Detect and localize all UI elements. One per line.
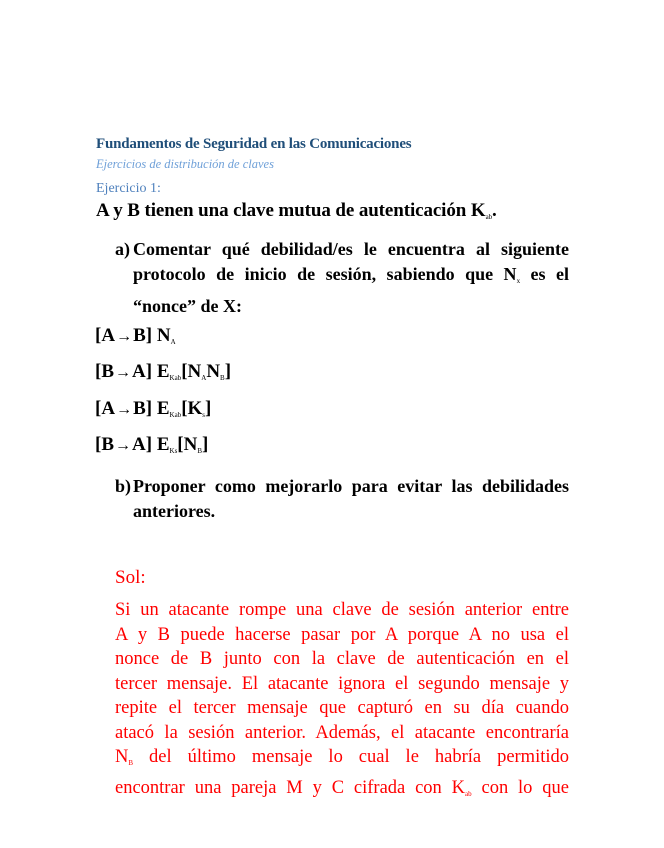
protocol-step-3: [A→B] $E_{Kab}[K_s]$ xyxy=(95,398,212,419)
solution-line-7-sub: B xyxy=(128,759,134,767)
step-3-from: A xyxy=(101,398,116,419)
step-4-msg: E xyxy=(156,434,170,455)
solution-line-4: tercer mensaje. El atacante ignora el segundo mensaje y xyxy=(115,673,569,694)
solution-line-7 xyxy=(115,745,569,776)
step-4-msg-sub: Ks xyxy=(169,447,178,455)
step-4-to: A xyxy=(132,434,146,455)
question-a-subscript: x xyxy=(516,277,521,285)
step-1-msg: N xyxy=(156,325,171,346)
step-2-from: B xyxy=(101,361,115,382)
solution-label: Sol: xyxy=(115,567,146,588)
statement-text: A y B tienen una clave mutua de autenticación K xyxy=(96,200,486,221)
question-a xyxy=(115,237,569,319)
arrow-icon: → xyxy=(115,364,132,381)
step-4-payload: [N xyxy=(177,434,198,455)
document-header-subtitle: Ejercicios de distribución de claves xyxy=(96,157,274,171)
exercise-label: Ejercicio 1: xyxy=(96,181,161,196)
solution-text xyxy=(115,598,569,806)
exercise-statement xyxy=(96,200,497,222)
step-4-payload-end: ] xyxy=(202,434,209,455)
protocol-step-1: [A→B] $N_A$ xyxy=(95,325,176,346)
solution-line-8 xyxy=(115,776,569,807)
solution-line-6: atacó la sesión anterior. Además, el atacante encontraría xyxy=(115,722,569,743)
step-2-msg-sub: Kab xyxy=(169,374,182,382)
step-2-payload: [N xyxy=(181,361,202,382)
question-a-text-part2: es el “nonce” de X: xyxy=(133,264,570,316)
document-header-title: Fundamentos de Seguridad en las Comunicaciones xyxy=(96,136,412,152)
step-3-msg: E xyxy=(156,398,170,419)
step-4-from: B xyxy=(101,434,115,455)
solution-line-8-end: con lo que xyxy=(471,777,569,798)
question-b-text: Proponer como mejorarlo para evitar las debilidades anteriores. xyxy=(133,476,569,521)
question-a-marker: a) xyxy=(115,239,130,259)
step-1-to: B xyxy=(133,325,146,346)
step-3-msg-sub: Kab xyxy=(169,411,182,419)
question-b-marker: b) xyxy=(115,476,132,496)
step-4-payload-sub1: B xyxy=(197,447,203,455)
step-3-payload-sub1: s xyxy=(202,411,206,419)
step-2-msg: E xyxy=(156,361,170,382)
solution-line-2: A y B puede hacerse pasar por A porque A no usa el xyxy=(115,624,569,645)
statement-subscript: ab xyxy=(485,213,492,221)
solution-line-7-start: N xyxy=(115,747,129,767)
solution-line-8-sub: ab xyxy=(465,789,472,798)
step-2-payload-sub1: A xyxy=(201,374,207,382)
step-3-payload: [K xyxy=(181,398,203,419)
step-2-to: A xyxy=(132,361,146,382)
step-3-to: B xyxy=(133,398,146,419)
solution-line-7-end: del último mensaje lo cual le habría permitido xyxy=(133,747,569,767)
question-b xyxy=(115,474,569,524)
protocol-step-2: [B→A] $E_{Kab}[N_AN_B]$ xyxy=(95,361,232,382)
statement-end: . xyxy=(491,200,497,221)
question-a-text xyxy=(133,237,569,319)
step-2-payload-sub2: B xyxy=(220,374,225,382)
step-2-payload-end: ] xyxy=(224,361,232,382)
question-a-text-part1: Comentar qué debilidad/es le encuentra al siguiente protocolo de inicio de sesión, sabiendo que N xyxy=(133,239,569,284)
step-1-from: A xyxy=(101,325,116,346)
step-1-msg-sub: A xyxy=(170,338,176,346)
solution-line-8-start: encontrar una pareja M y C cifrada con K xyxy=(115,777,466,798)
solution-line-5: repite el tercer mensaje que capturó en su día cuando xyxy=(115,698,569,718)
protocol-step-4: [B→A] $E_{Ks}[N_B]$ xyxy=(95,434,209,455)
arrow-icon: → xyxy=(116,328,133,345)
arrow-icon: → xyxy=(115,437,132,454)
solution-line-1: Si un atacante rompe una clave de sesión anterior entre xyxy=(115,600,569,620)
step-2-payload-mid: N xyxy=(206,361,221,382)
arrow-icon: → xyxy=(116,401,133,418)
step-3-payload-end: ] xyxy=(205,398,212,419)
solution-line-3: nonce de B junto con la clave de autenticación en el xyxy=(115,649,569,669)
